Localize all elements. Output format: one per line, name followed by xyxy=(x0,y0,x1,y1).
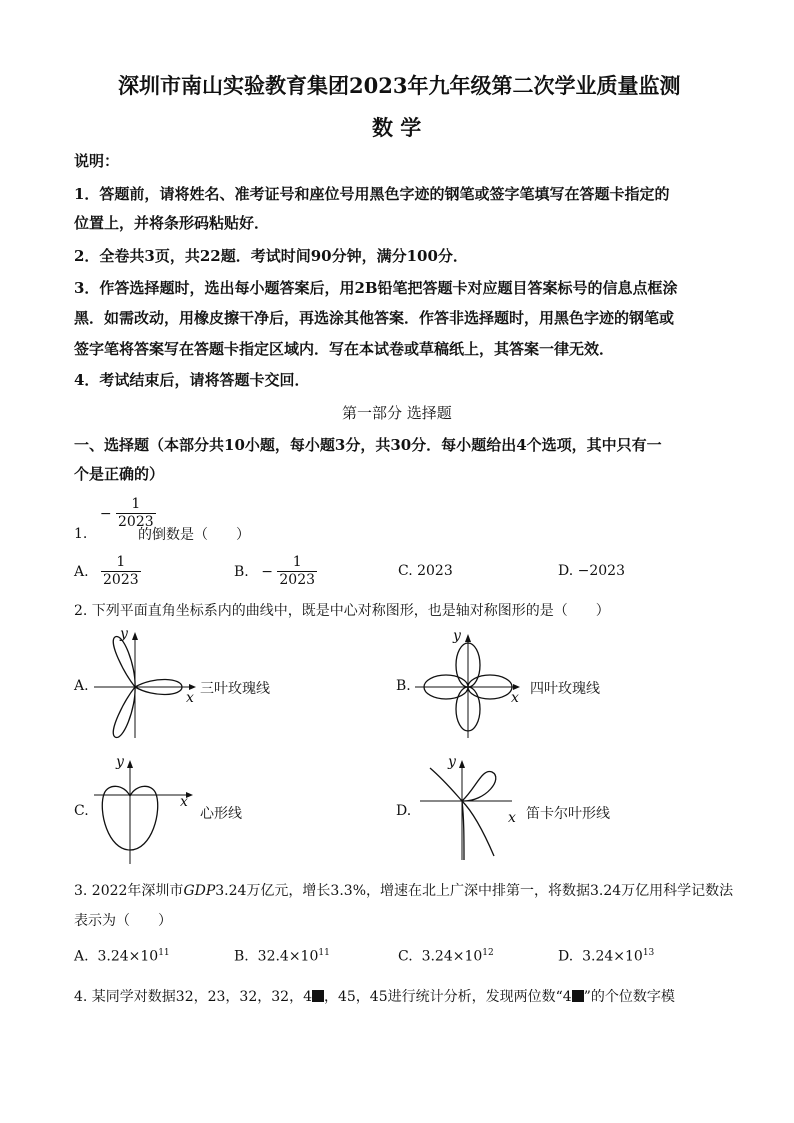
q2-c-y-label: y xyxy=(116,754,124,770)
q2-b-caption: 四叶玫瑰线 xyxy=(530,681,600,697)
q3-gdp: GDP xyxy=(183,883,216,899)
question-2-stem: 2. 下列平面直角坐标系内的曲线中，既是中心对称图形，也是轴对称图形的是（ ） xyxy=(74,603,610,619)
q1-option-c: C. 2023 xyxy=(398,563,453,579)
hidden-digit-block xyxy=(572,990,584,1002)
question-4-stem xyxy=(74,986,675,1006)
q2-d-label: D. xyxy=(396,803,412,819)
instruction-4: 4．考试结束后，请将答题卡交回． xyxy=(74,371,310,389)
hidden-digit-block xyxy=(312,990,324,1002)
instructions-heading: 说明： xyxy=(74,152,120,170)
q2-c-caption: 心形线 xyxy=(200,806,242,822)
q3-stem-part-a: 3. 2022年深圳市 xyxy=(74,883,184,899)
q1-option-d: D. −2023 xyxy=(558,563,625,579)
q3-d-base: 3.24×10 xyxy=(582,948,643,965)
q1-a-den: 2023 xyxy=(103,572,139,588)
q3-c-label: C. xyxy=(398,948,413,965)
q1-number: 1. xyxy=(74,526,88,542)
q3-stem-part-b: 3.24万亿元，增长3.3%，增速在北上广深中排第一，将数据3.24万亿用科学记数法 xyxy=(215,883,734,899)
instruction-1-line-1: 1．答题前，请将姓名、准考证号和座位号用黑色字迹的钢笔或签字笔填写在答题卡指定的 xyxy=(74,185,670,203)
q3-b-exp: 11 xyxy=(318,948,330,958)
q3-option-c xyxy=(398,948,494,965)
q1-a-label: A. xyxy=(74,563,89,580)
q2-b-label: B. xyxy=(396,678,411,694)
q3-option-a xyxy=(74,948,170,965)
q2-figure-four-leaf-rose xyxy=(415,630,525,744)
q1-stem-rest: 的倒数是（ ） xyxy=(138,527,250,543)
q3-d-label: D. xyxy=(558,948,574,965)
q3-a-base: 3.24×10 xyxy=(97,948,159,965)
q2-c-x-label: x xyxy=(180,794,188,810)
part1-title: 第一部分 选择题 xyxy=(342,404,452,422)
q2-b-x-label: x xyxy=(511,690,519,706)
q2-figure-folium xyxy=(420,756,530,870)
instruction-1-line-2: 位置上，并将条形码粘贴好． xyxy=(74,214,270,232)
question-3-stem-line-2: 表示为（ ） xyxy=(74,913,172,929)
q3-d-exp: 13 xyxy=(642,948,655,958)
q1-b-num: 1 xyxy=(292,554,302,570)
q1-option-b xyxy=(234,554,317,589)
q2-a-y-label: y xyxy=(120,626,128,642)
subject-title: 数 学 xyxy=(372,115,422,140)
q3-b-label: B. xyxy=(234,948,249,965)
q2-b-y-label: y xyxy=(453,628,461,644)
q3-a-exp: 11 xyxy=(158,948,170,958)
q1-frac-num: 1 xyxy=(131,496,141,512)
instruction-3-line-2: 黑．如需改动，用橡皮擦干净后，再选涂其他答案．作答非选择题时，用黑色字迹的钢笔或 xyxy=(74,309,675,327)
q1-minus: − xyxy=(99,505,112,522)
q3-b-base: 32.4×10 xyxy=(257,948,319,965)
q1-frac-den: 2023 xyxy=(118,514,154,530)
section-heading-line-2: 个是正确的） xyxy=(74,465,165,483)
q2-d-x-label: x xyxy=(508,810,516,826)
q1-b-label: B. xyxy=(234,563,249,580)
q3-a-label: A. xyxy=(74,948,89,965)
q4-stem-part-b: ，45，45进行统计分析，发现两位数“4 xyxy=(323,989,572,1005)
q2-a-label: A. xyxy=(74,678,89,694)
section-heading-line-1: 一、选择题（本部分共10小题，每小题3分，共30分．每小题给出4个选项，其中只有一 xyxy=(74,436,662,454)
q3-c-base: 3.24×10 xyxy=(421,948,483,965)
instruction-2: 2．全卷共3页，共22题．考试时间90分钟，满分100分． xyxy=(74,247,468,265)
question-3-stem-line-1 xyxy=(74,880,733,900)
exam-title: 深圳市南山实验教育集团2023年九年级第二次学业质量监测 xyxy=(118,73,681,98)
q2-figure-cardioid xyxy=(94,756,204,870)
q3-option-b xyxy=(234,948,330,965)
q3-c-exp: 12 xyxy=(482,948,494,958)
q2-a-x-label: x xyxy=(186,690,194,706)
q2-d-y-label: y xyxy=(448,754,456,770)
instruction-3-line-1: 3．作答选择题时，选出每小题答案后，用2B铅笔把答题卡对应题目答案标号的信息点框涂 xyxy=(74,279,678,297)
q4-stem-part-a: 4. 某同学对数据32，23，32，32，4 xyxy=(74,989,312,1005)
q2-a-caption: 三叶玫瑰线 xyxy=(200,681,270,697)
instruction-3-line-3: 签字笔将答案写在答题卡指定区域内．写在本试卷或草稿纸上，其答案一律无效． xyxy=(74,340,615,358)
q3-option-d xyxy=(558,948,654,965)
q4-stem-part-c: ”的个位数字模 xyxy=(583,989,675,1005)
q1-option-a xyxy=(74,554,141,589)
q1-b-minus: − xyxy=(261,563,273,580)
q2-c-label: C. xyxy=(74,803,89,819)
q2-d-caption: 笛卡尔叶形线 xyxy=(526,806,610,822)
q1-a-num: 1 xyxy=(116,554,126,570)
q2-figure-three-leaf-rose xyxy=(94,628,204,742)
q1-b-den: 2023 xyxy=(279,572,316,588)
